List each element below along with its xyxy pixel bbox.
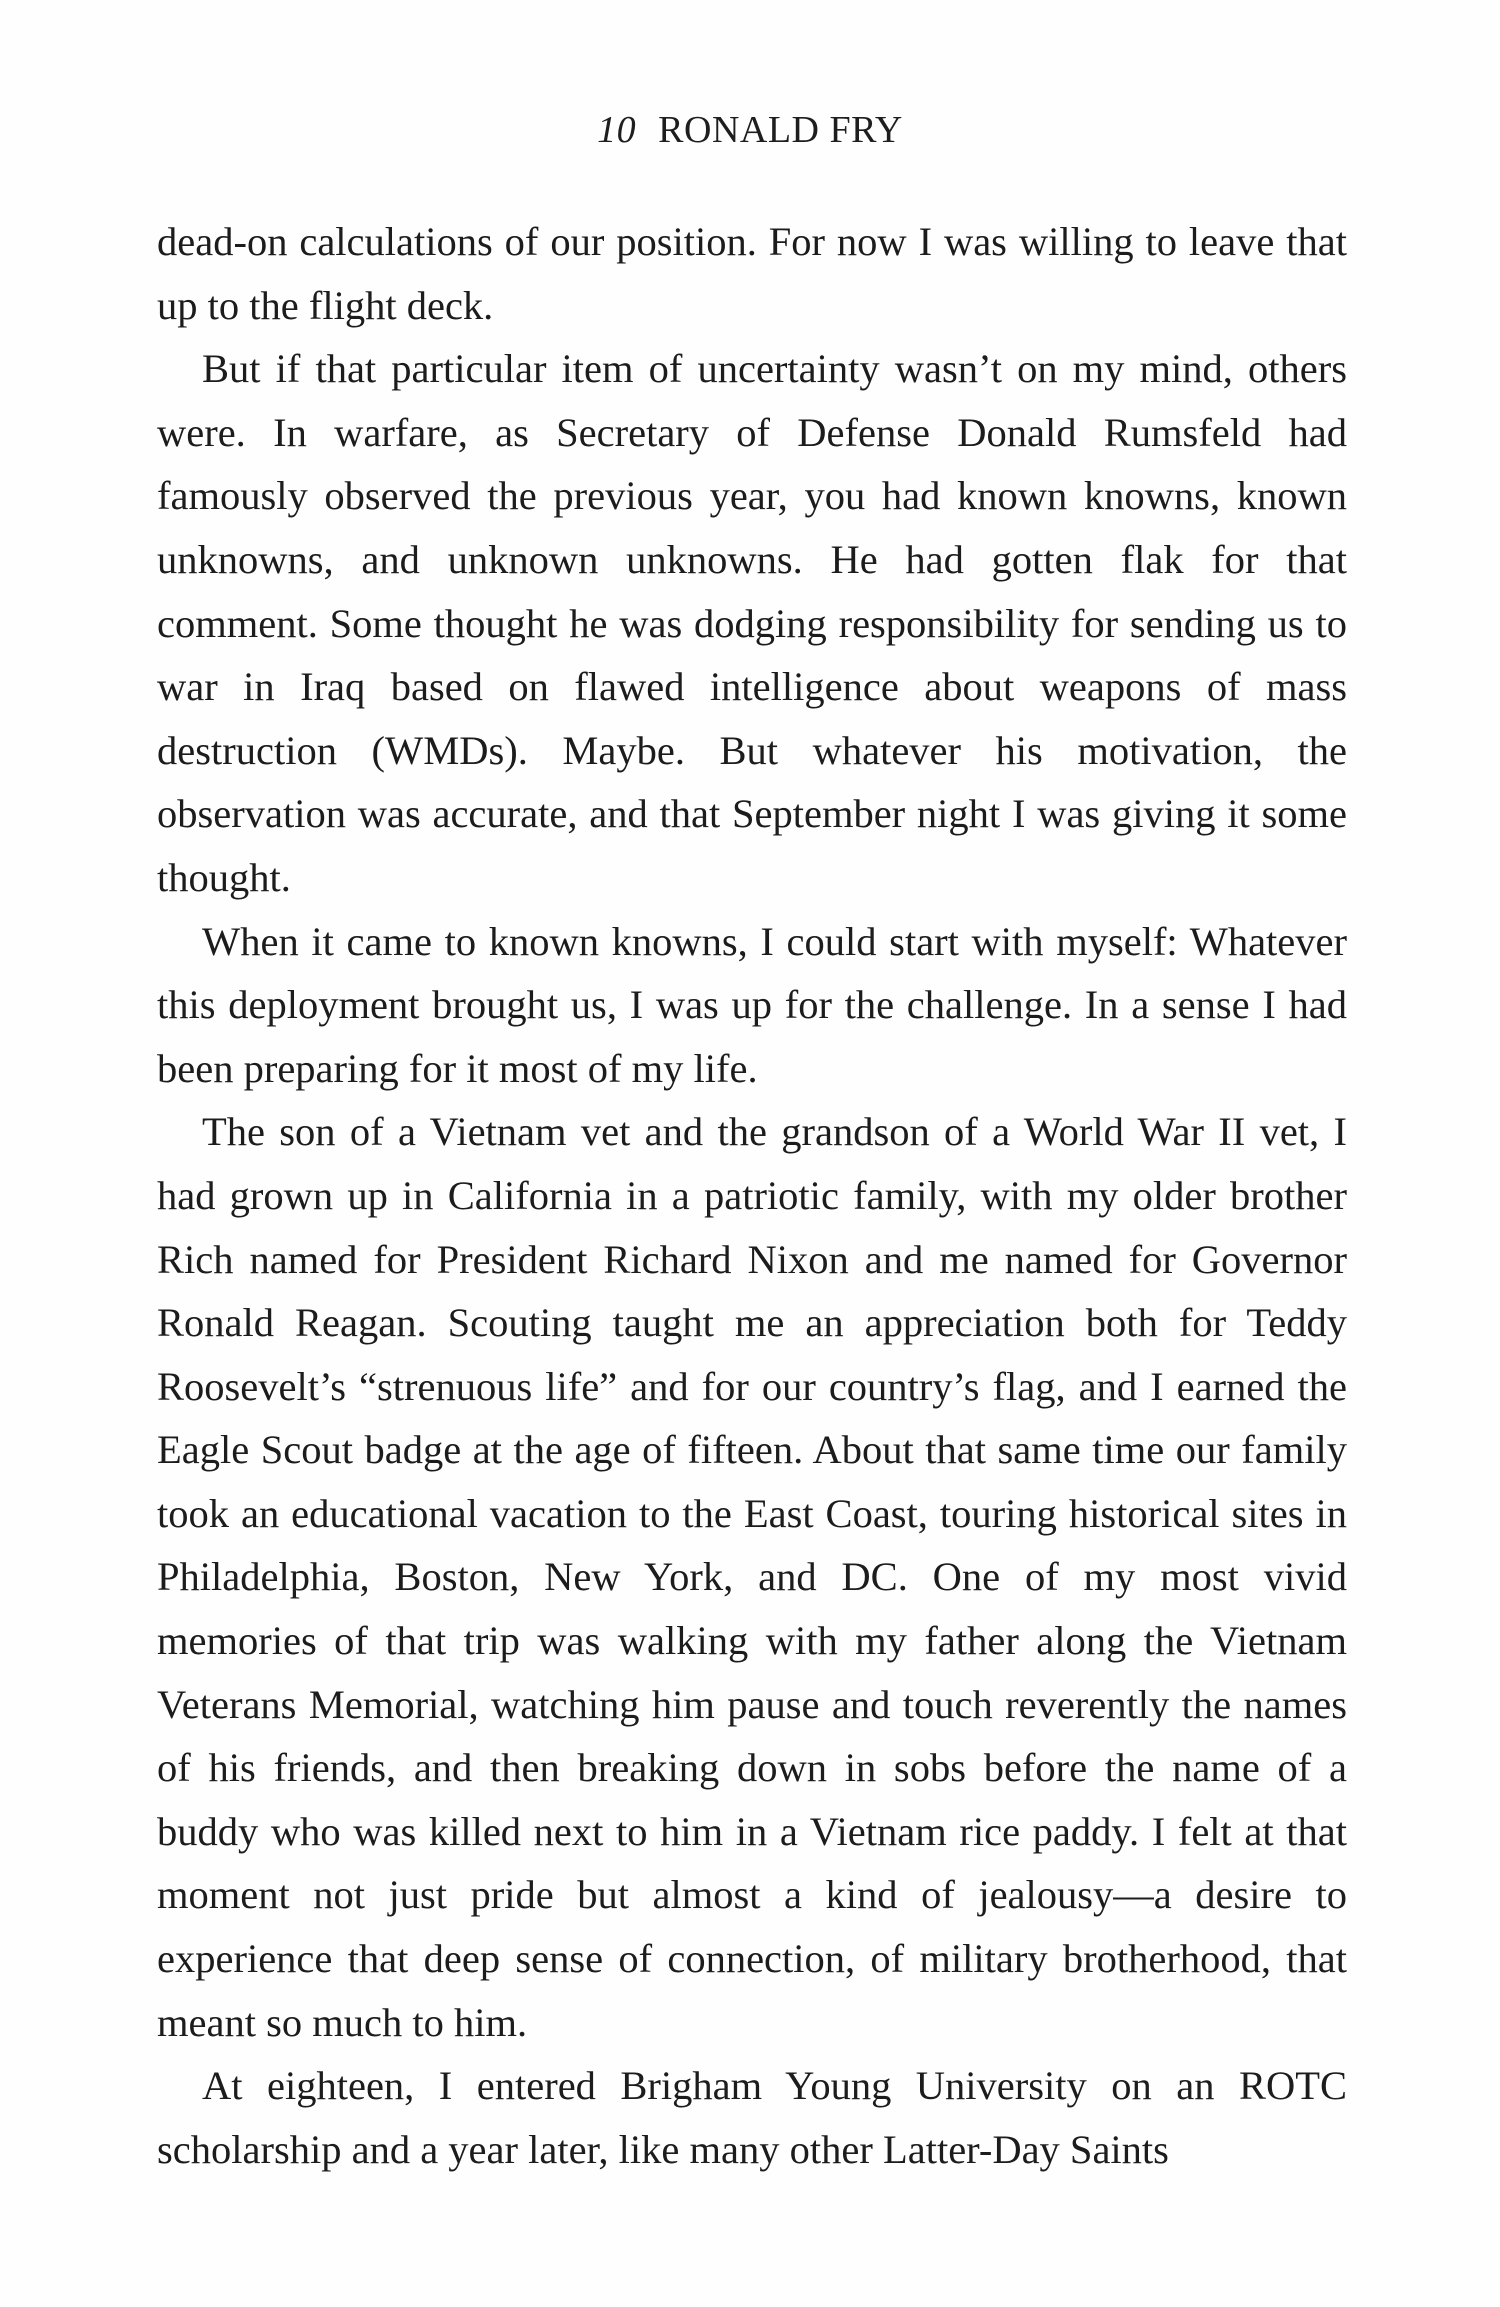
paragraph: The son of a Vietnam vet and the grandson of a World War II vet, I had grown up in California in a patriotic family, with my older brother Rich named for President Richard Nixon and me named for Governor Ronald Reagan. Scouting taught me an appreciation both for Teddy Roosevelt’s “strenuous life” and for our country’s flag, and I earned the Eagle Scout badge at the age of fifteen. About that same time our family took an educational vacation to the East Coast, touring historical sites in Philadelphia, Boston, New York, and DC. One of my most vivid memories of that trip was walking with my father along the Vietnam Veterans Memorial, watching him pause and touch reverently the names of his friends, and then breaking down in sobs before the name of a buddy who was killed next to him in a Vietnam rice paddy. I felt at that moment not just pride but almost a kind of jealousy—a desire to experience that deep sense of connection, of military brotherhood, that meant so much to him. bbox=[157, 1109, 1347, 2045]
paragraph: At eighteen, I entered Brigham Young University on an ROTC scholarship and a year later, like many other Latter-Day Saints bbox=[157, 2063, 1347, 2172]
body-text bbox=[157, 210, 1347, 2181]
page-number: 10 bbox=[597, 109, 637, 151]
paragraph: But if that particular item of uncertainty wasn’t on my mind, others were. In warfare, as Secretary of Defense Donald Rumsfeld had famously observed the previous year, you had known knowns, known unknowns, and unknown unknowns. He had gotten flak for that comment. Some thought he was dodging responsibility for sending us to war in Iraq based on flawed intelligence about weapons of mass destruction (WMDs). Maybe. But whatever his motivation, the observation was accurate, and that September night I was giving it some thought. bbox=[157, 346, 1347, 900]
running-title: RONALD FRY bbox=[658, 109, 903, 151]
running-head bbox=[0, 108, 1500, 152]
paragraph: When it came to known knowns, I could start with myself: Whatever this deployment brought us, I was up for the challenge. In a sense I had been preparing for it most of my life. bbox=[157, 918, 1347, 1091]
paragraph-continued: dead-on calculations of our position. For now I was willing to leave that up to the flight deck. bbox=[157, 219, 1347, 328]
